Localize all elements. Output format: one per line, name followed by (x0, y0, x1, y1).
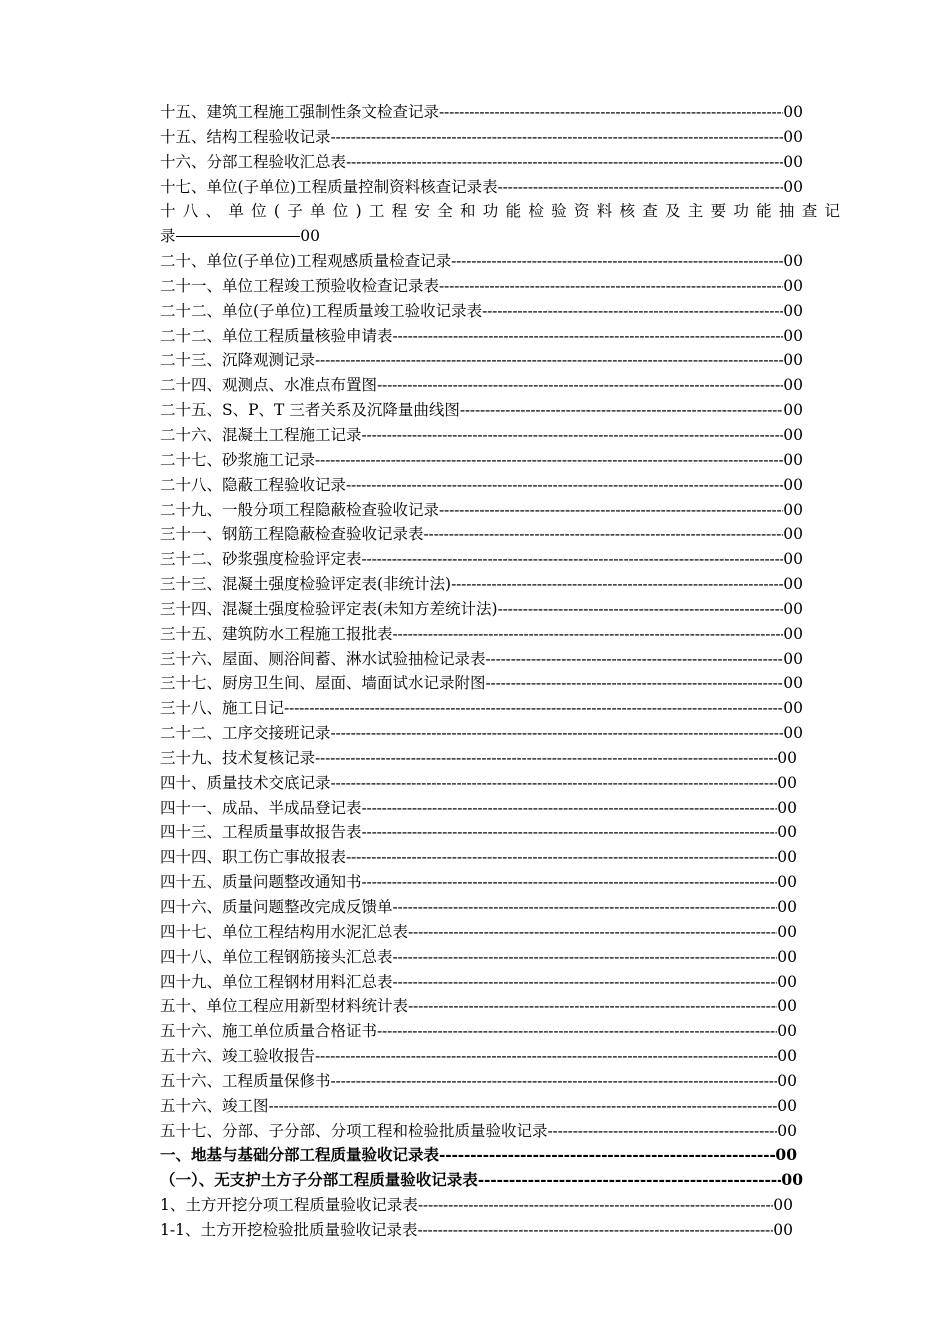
dot-leader (315, 1044, 777, 1069)
toc-entry-page: 00 (777, 773, 797, 792)
toc-entry-title: 四十八、单位工程钢筋接头汇总表 (160, 947, 393, 966)
toc-entry-title: 四十五、质量问题整改通知书 (160, 873, 362, 892)
toc-entry-page: 00 (775, 1145, 797, 1165)
toc-entry-page: 00 (783, 276, 803, 295)
dot-leader (424, 522, 784, 547)
toc-entry-page: 00 (781, 1170, 803, 1190)
dot-leader (439, 274, 783, 299)
toc-entry[interactable] (160, 473, 803, 498)
toc-entry-page: 00 (777, 972, 797, 991)
toc-entry-title: 十五、结构工程验收记录 (160, 127, 331, 146)
toc-entry-page: 00 (777, 798, 797, 817)
toc-entry-title: 1-1、土方开挖检验批质量验收记录表 (160, 1220, 418, 1239)
toc-entry-page: 00 (777, 1022, 797, 1041)
toc-entry-title: （一）、无支护土方子分部工程质量验收记录表 (160, 1170, 478, 1190)
dot-leader (315, 746, 777, 771)
toc-entry-title: 二十二、单位(子单位)工程质量竣工验收记录表 (160, 301, 483, 320)
dot-leader (331, 721, 784, 746)
toc-entry[interactable] (160, 522, 803, 547)
toc-entry[interactable] (160, 572, 803, 597)
toc-entry-page: 00 (777, 748, 797, 767)
toc-entry-page: 00 (783, 152, 803, 171)
toc-entry-page: 00 (783, 177, 803, 196)
toc-entry-title: 四十六、质量问题整改完成反馈单 (160, 898, 393, 916)
toc-entry-page: 00 (783, 500, 803, 519)
toc-entry[interactable] (160, 771, 797, 796)
toc-entry-title: 三十九、技术复核记录 (160, 748, 316, 767)
toc-entry-page: 00 (783, 550, 803, 569)
toc-entry-title: 十六、分部工程验收汇总表 (160, 152, 347, 171)
toc-entry[interactable] (160, 870, 797, 895)
dot-leader (315, 348, 783, 373)
toc-entry-title: 二十、单位(子单位)工程观感质量检查记录 (160, 252, 452, 271)
toc-entry-page: 00 (783, 575, 803, 594)
toc-entry-title: 二十八、隐蔽工程验收记录 (160, 475, 347, 494)
toc-entry-page: 00 (777, 823, 797, 842)
toc-entry-title: 三十四、混凝土强度检验评定表(未知方差统计法) (160, 599, 498, 618)
dot-leader (362, 423, 784, 448)
toc-entry-title: 二十六、混凝土工程施工记录 (160, 425, 362, 444)
toc-entry[interactable] (160, 274, 803, 299)
dot-leader (418, 1193, 773, 1218)
dot-leader (498, 175, 784, 200)
dot-leader (331, 125, 784, 150)
toc-entry[interactable] (160, 622, 803, 647)
toc-entry-title: 二十九、一般分项工程隐蔽检查验收记录 (160, 500, 440, 519)
toc-entry-title: 三十六、屋面、厕浴间蓄、淋水试验抽检记录表 (160, 649, 486, 668)
toc-entry-title: 五十六、工程质量保修书 (160, 1071, 331, 1090)
toc-entry-title: 二十四、观测点、水准点布置图 (160, 376, 378, 395)
toc-entry-title: 三十二、砂浆强度检验评定表 (160, 550, 362, 569)
toc-entry-title: 五十六、竣工图 (160, 1096, 269, 1115)
toc-entry[interactable] (160, 920, 797, 945)
toc-entry-title: 三十八、施工日记 (160, 699, 285, 718)
toc-entry[interactable] (160, 324, 803, 349)
toc-entry-title: 十五、建筑工程施工强制性条文检查记录 (160, 103, 440, 121)
dot-leader (482, 299, 783, 324)
toc-entry[interactable] (160, 398, 803, 423)
toc-entry-page: 00 (773, 1220, 793, 1239)
toc-entry-title: 四十七、单位工程结构用水泥汇总表 (160, 922, 409, 941)
toc-entry-title: 四十、质量技术交底记录 (160, 773, 331, 792)
toc-entry[interactable] (160, 671, 803, 696)
toc-entry-title: 四十三、工程质量事故报告表 (160, 823, 362, 842)
dot-leader (362, 870, 778, 895)
toc-entry[interactable] (160, 845, 797, 870)
toc-entry-title: 五十六、施工单位质量合格证书 (160, 1022, 378, 1041)
dot-leader (377, 373, 783, 398)
toc-entry-title: 四十九、单位工程钢材用料汇总表 (160, 972, 393, 991)
toc-entry-title: 二十五、S、P、T 三者关系及沉降量曲线图 (160, 401, 460, 420)
toc-entry-page: 00 (783, 699, 803, 718)
toc-entry[interactable] (160, 125, 803, 150)
toc-entry-page: 00 (777, 922, 797, 941)
dot-leader (346, 473, 783, 498)
toc-entry[interactable] (160, 1094, 797, 1119)
toc-entry-page: 00 (777, 873, 797, 892)
toc-entry[interactable] (160, 150, 803, 175)
table-of-contents (160, 100, 840, 1243)
toc-section-heading[interactable] (160, 1143, 797, 1168)
dot-leader (486, 671, 784, 696)
toc-entry[interactable] (160, 1044, 797, 1069)
dot-leader (460, 398, 783, 423)
toc-entry-title: 十七、单位(子单位)工程质量控制资料核查记录表 (160, 177, 498, 196)
toc-entry-title: 三十一、钢筋工程隐蔽检查验收记录表 (160, 525, 424, 544)
dot-leader (331, 771, 778, 796)
toc-entry-page: 00 (777, 947, 797, 966)
toc-entry-page: 00 (783, 450, 803, 469)
dot-leader (408, 994, 777, 1019)
toc-subsection-heading[interactable] (160, 1168, 803, 1193)
toc-entry-page: 00 (777, 997, 797, 1016)
toc-entry[interactable] (160, 249, 803, 274)
dot-leader (548, 1119, 778, 1144)
toc-entry-title: 二十二、工序交接班记录 (160, 724, 331, 743)
toc-entry-title: 1、土方开挖分项工程质量验收记录表 (160, 1196, 418, 1215)
toc-entry-page: 00 (783, 724, 803, 743)
dot-leader (362, 796, 778, 821)
toc-entry-page: 00 (783, 301, 803, 320)
dot-leader (346, 845, 777, 870)
toc-entry-page: 00 (777, 1096, 797, 1115)
dot-leader (269, 1094, 778, 1119)
dot-leader (439, 1143, 775, 1168)
toc-entry[interactable] (160, 373, 803, 398)
dot-leader (393, 970, 778, 995)
toc-entry[interactable] (160, 1193, 793, 1218)
toc-entry-page: 00 (777, 1047, 797, 1066)
toc-entry-page: 00 (783, 127, 803, 146)
solid-leader (176, 224, 301, 237)
toc-entry[interactable] (160, 100, 803, 125)
toc-entry[interactable] (160, 423, 803, 448)
toc-entry-page: 00 (773, 1196, 793, 1215)
toc-entry-title: 三十七、厨房卫生间、屋面、墙面试水记录附图 (160, 674, 486, 693)
toc-entry[interactable] (160, 647, 803, 672)
toc-entry-page: 00 (783, 425, 803, 444)
toc-entry-title: 五十、单位工程应用新型材料统计表 (160, 997, 409, 1016)
dot-leader (439, 498, 783, 523)
dot-leader (439, 100, 783, 125)
toc-entry-title: 二十二、单位工程质量核验申请表 (160, 326, 393, 345)
toc-entry-title: 四十四、职工伤亡事故报表 (160, 848, 347, 867)
toc-entry-page: 00 (783, 674, 803, 693)
toc-entry-title: 五十七、分部、子分部、分项工程和检验批质量验收记录 (160, 1121, 548, 1140)
toc-entry[interactable] (160, 820, 797, 845)
toc-entry-page: 00 (783, 376, 803, 395)
dot-leader (346, 150, 783, 175)
toc-entry[interactable] (160, 721, 803, 746)
toc-entry-title: 二十七、砂浆施工记录 (160, 450, 316, 469)
toc-entry-page: 00 (777, 898, 797, 916)
toc-entry-page: 00 (783, 401, 803, 420)
dot-leader (377, 1019, 777, 1044)
dot-leader (417, 1218, 773, 1243)
toc-entry-continuation[interactable] (160, 224, 320, 249)
dot-leader (284, 696, 783, 721)
dot-leader (362, 820, 778, 845)
toc-entry-page: 00 (783, 351, 803, 370)
dot-leader (486, 647, 784, 672)
toc-entry[interactable] (160, 547, 803, 572)
toc-entry-page: 00 (777, 1071, 797, 1090)
dot-leader (451, 249, 783, 274)
toc-entry-page: 00 (783, 326, 803, 345)
toc-entry[interactable] (160, 945, 797, 970)
dot-leader (451, 572, 783, 597)
toc-entry[interactable] (160, 1069, 797, 1094)
toc-entry[interactable] (160, 994, 797, 1019)
toc-entry[interactable] (160, 498, 803, 523)
toc-entry[interactable] (160, 1019, 797, 1044)
toc-entry-title: 三十三、混凝土强度检验评定表(非统计法) (160, 575, 452, 594)
dot-leader (498, 597, 784, 622)
dot-leader (408, 920, 777, 945)
toc-entry[interactable] (160, 597, 803, 622)
toc-entry-page: 00 (777, 848, 797, 867)
toc-entry-wrapped[interactable] (160, 199, 840, 224)
toc-entry[interactable] (160, 175, 803, 200)
toc-entry-title: 二十三、沉降观测记录 (160, 351, 316, 370)
toc-entry[interactable] (160, 1119, 797, 1144)
toc-entry[interactable] (160, 895, 797, 920)
toc-entry-title: 五十六、竣工验收报告 (160, 1047, 316, 1066)
dot-leader (393, 324, 784, 349)
dot-leader (393, 895, 778, 920)
toc-entry-page: 00 (300, 227, 320, 246)
toc-entry-page: 00 (783, 525, 803, 544)
toc-entry-title: 三十五、建筑防水工程施工报批表 (160, 624, 393, 643)
toc-entry-page: 00 (783, 649, 803, 668)
dot-leader (362, 547, 784, 572)
toc-entry-title: 一、地基与基础分部工程质量验收记录表 (160, 1145, 440, 1165)
toc-entry[interactable] (160, 746, 797, 771)
dot-leader (393, 622, 784, 647)
dot-leader (331, 1069, 778, 1094)
toc-entry-title: 四十一、成品、半成品登记表 (160, 798, 362, 817)
toc-entry-page: 00 (783, 599, 803, 618)
toc-entry-title-cont: 录 (160, 227, 176, 246)
toc-entry[interactable] (160, 1218, 793, 1243)
toc-entry-title: 十八、单位(子单位)工程安全和功能检验资料核查及主要功能抽查记 (160, 202, 840, 221)
toc-entry-page: 00 (777, 1121, 797, 1140)
dot-leader (393, 945, 778, 970)
toc-entry[interactable] (160, 299, 803, 324)
toc-entry-title: 二十一、单位工程竣工预验收检查记录表 (160, 276, 440, 295)
toc-entry[interactable] (160, 970, 797, 995)
toc-entry[interactable] (160, 696, 803, 721)
toc-entry[interactable] (160, 796, 797, 821)
toc-entry-page: 00 (783, 103, 803, 121)
toc-entry[interactable] (160, 448, 803, 473)
dot-leader (478, 1168, 782, 1193)
toc-entry-page: 00 (783, 475, 803, 494)
toc-entry-page: 00 (783, 252, 803, 271)
toc-entry[interactable] (160, 348, 803, 373)
toc-entry-page: 00 (783, 624, 803, 643)
dot-leader (315, 448, 783, 473)
